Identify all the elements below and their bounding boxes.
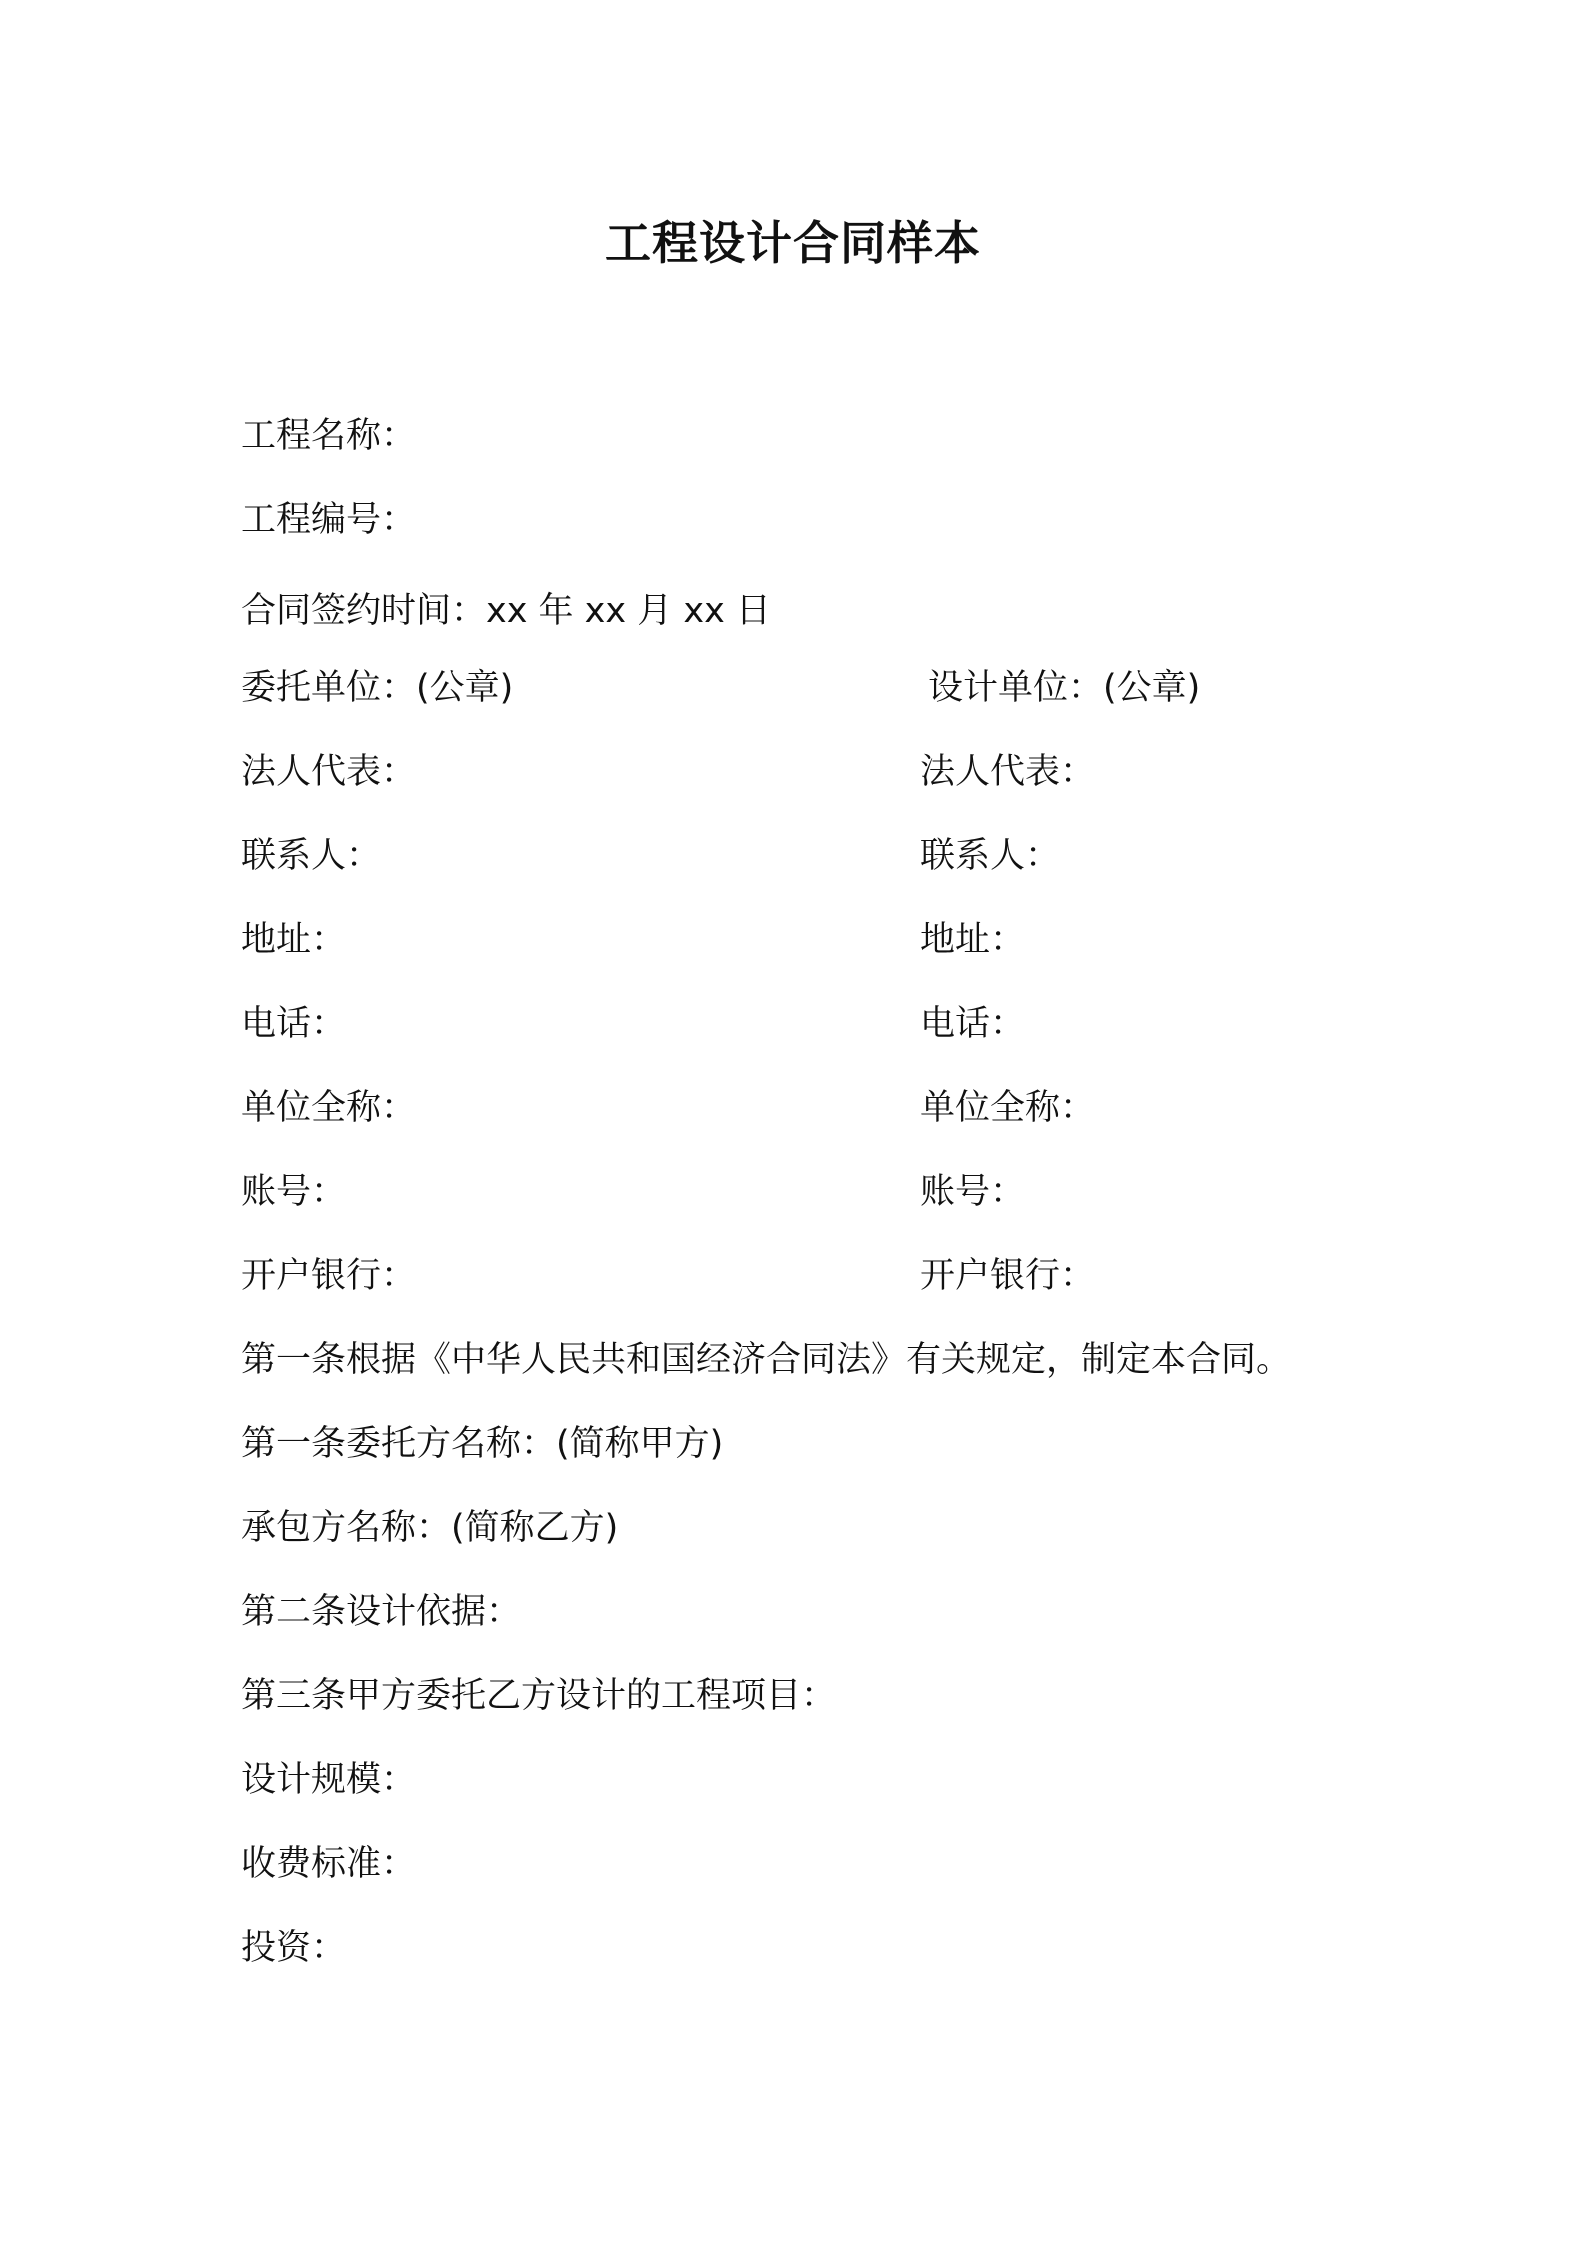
- designer-unit: 设计单位：(公章): [928, 668, 1201, 708]
- project-name-label: 工程名称：: [241, 416, 417, 456]
- fee-standard-label: 收费标准：: [241, 1844, 417, 1884]
- project-number-label: 工程编号：: [241, 500, 417, 540]
- designer-address: 地址：: [920, 920, 1026, 960]
- client-full-name: 单位全称：: [241, 1088, 417, 1128]
- clause-design-basis: 第二条设计依据：: [241, 1592, 522, 1632]
- client-unit: 委托单位：(公章): [241, 668, 514, 708]
- client-address: 地址：: [241, 920, 347, 960]
- designer-bank: 开户银行：: [920, 1256, 1096, 1296]
- client-contact: 联系人：: [241, 836, 382, 876]
- designer-phone: 电话：: [920, 1004, 1026, 1044]
- signing-time: 合同签约时间：xx 年 xx 月 xx 日: [241, 591, 771, 631]
- designer-contact: 联系人：: [920, 836, 1061, 876]
- clause-contractor-name: 承包方名称：(简称乙方): [241, 1508, 619, 1548]
- investment-label: 投资：: [241, 1928, 347, 1968]
- design-scale-label: 设计规模：: [241, 1760, 417, 1800]
- clause-client-name: 第一条委托方名称：(简称甲方): [241, 1424, 724, 1464]
- clause-project-item: 第三条甲方委托乙方设计的工程项目：: [241, 1676, 837, 1716]
- client-phone: 电话：: [241, 1004, 347, 1044]
- designer-full-name: 单位全称：: [920, 1088, 1096, 1128]
- client-account: 账号：: [241, 1172, 347, 1212]
- document-title: 工程设计合同样本: [605, 216, 981, 270]
- client-legal-rep: 法人代表：: [241, 752, 417, 792]
- designer-account: 账号：: [920, 1172, 1026, 1212]
- client-bank: 开户银行：: [241, 1256, 417, 1296]
- designer-legal-rep: 法人代表：: [920, 752, 1096, 792]
- clause-basis: 第一条根据《中华人民共和国经济合同法》有关规定，制定本合同。: [241, 1340, 1292, 1380]
